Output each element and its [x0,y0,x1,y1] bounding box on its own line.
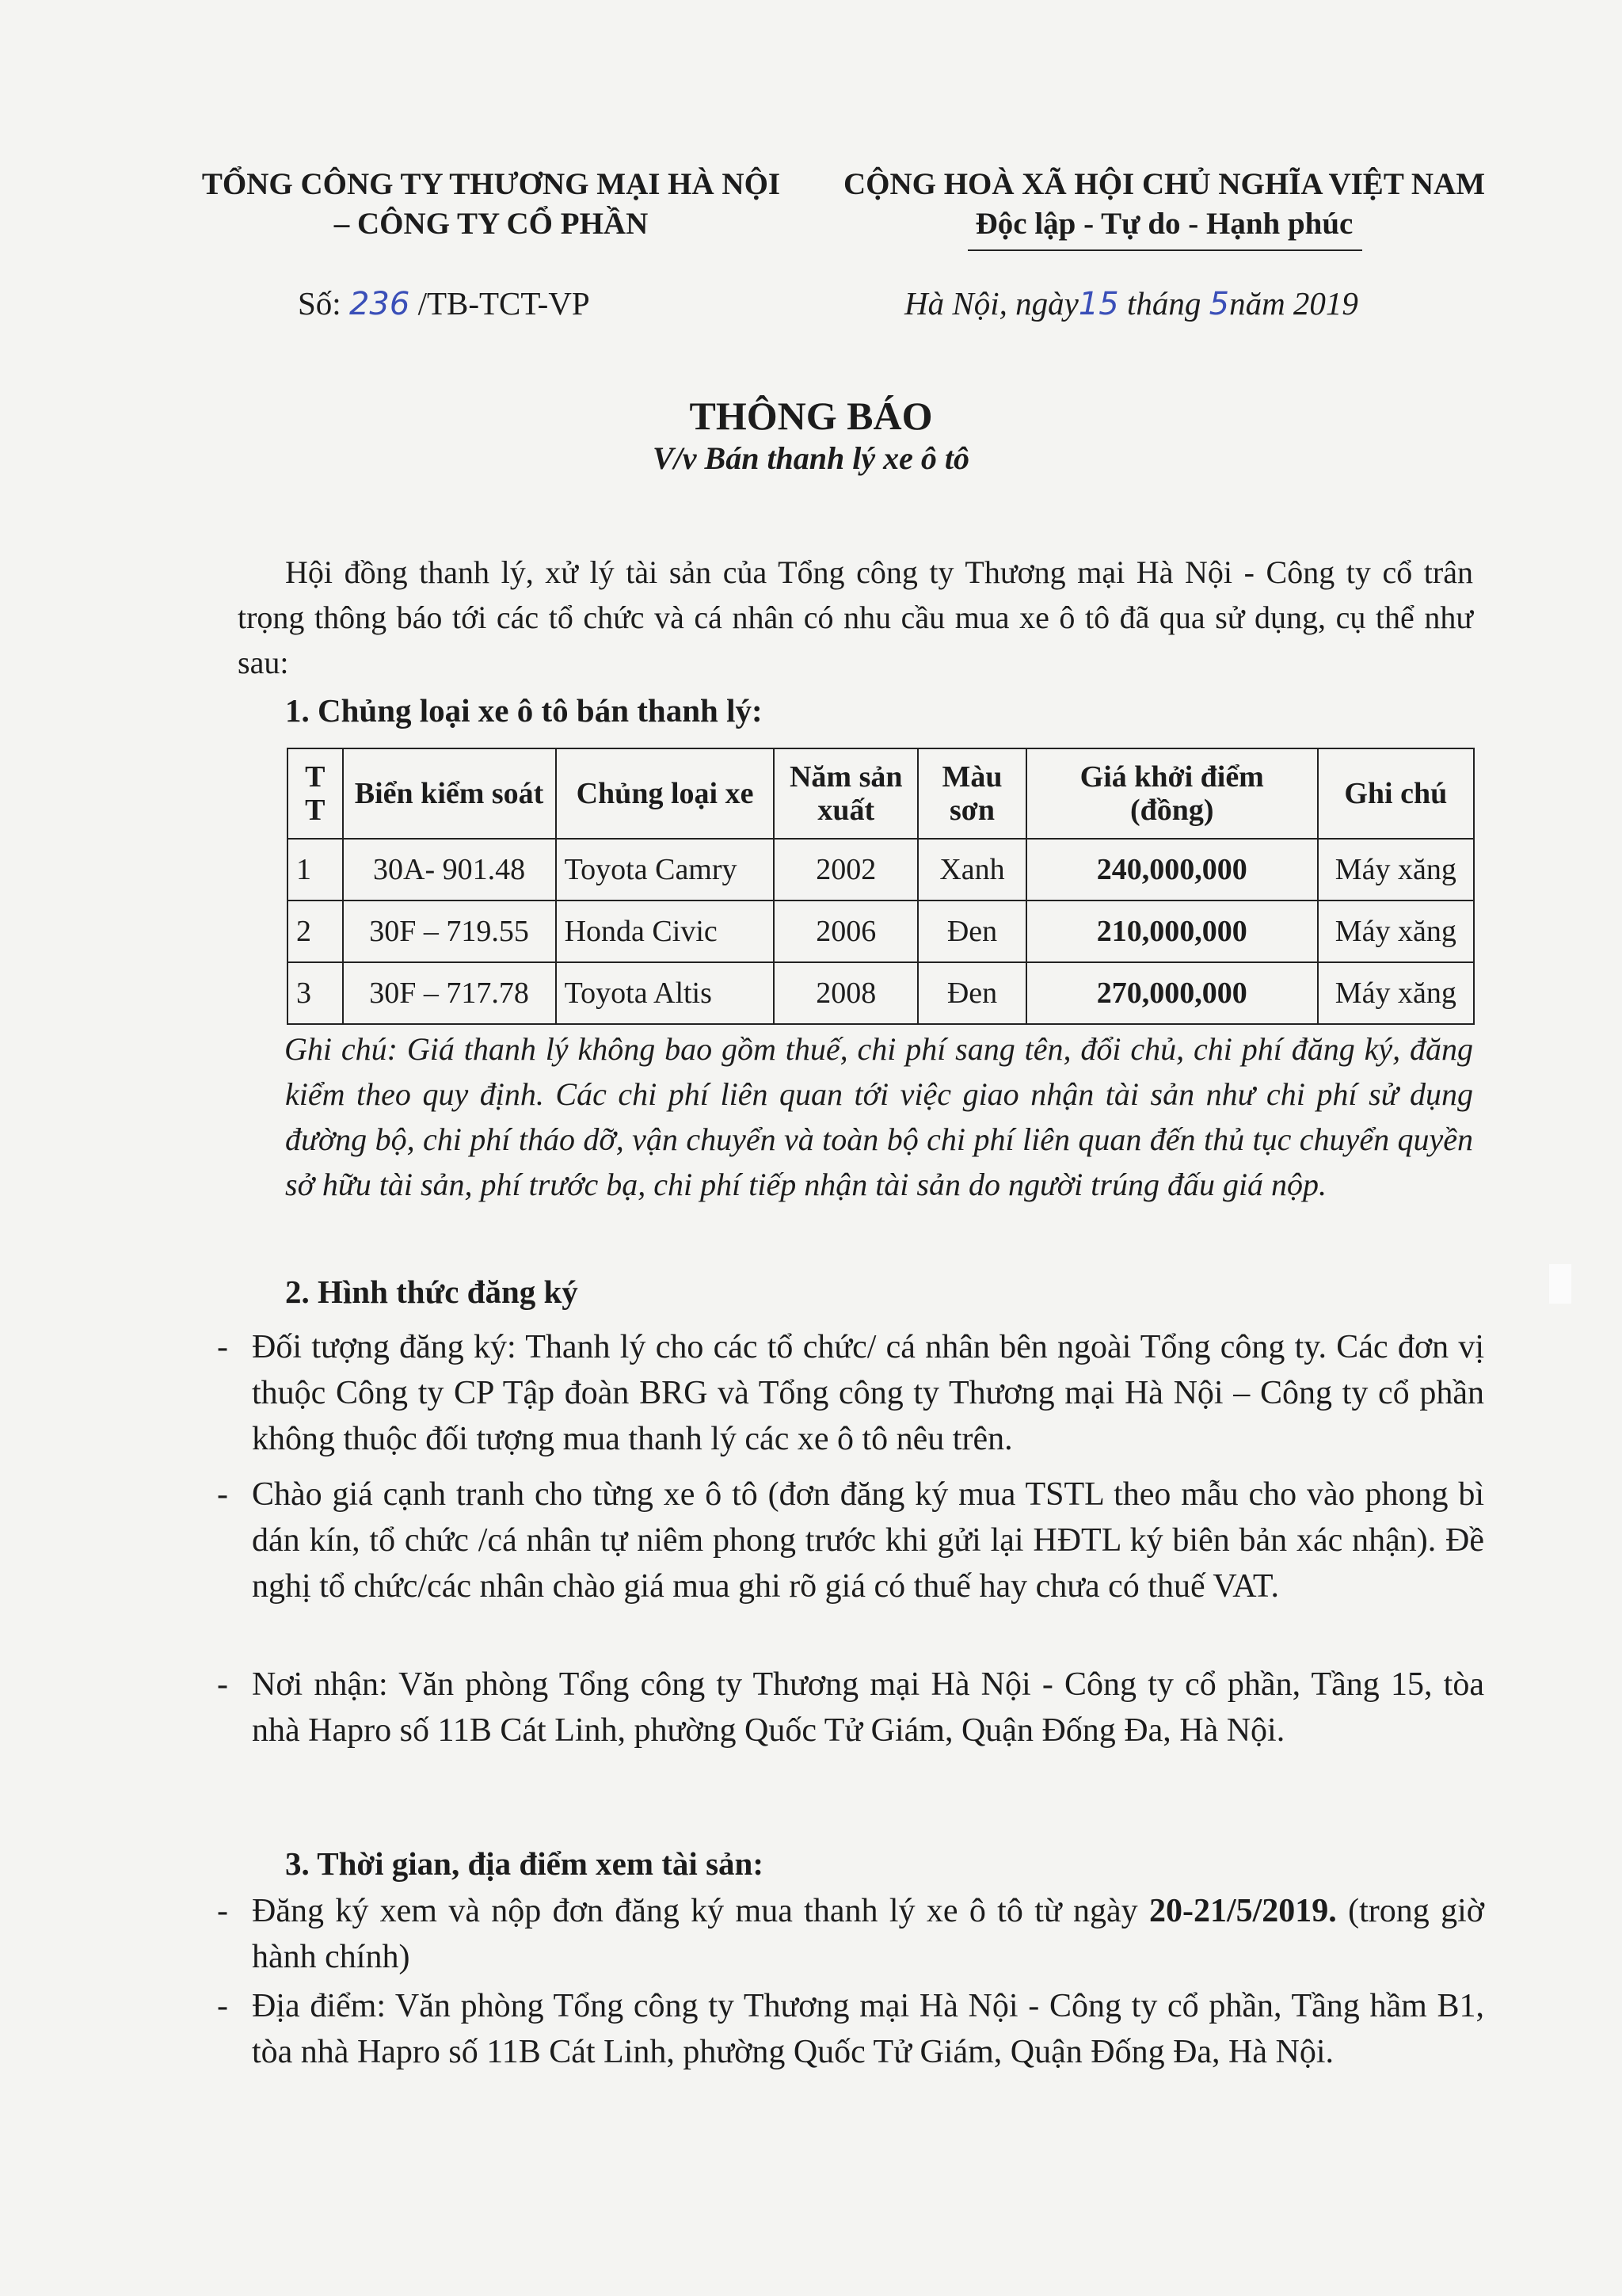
list-item-text: Đối tượng đăng ký: Thanh lý cho các tổ chức/ cá nhân bên ngoài Tổng công ty. Các đơn vị thuộc Công ty CP Tập đoàn BRG và Tổng công ty Thương mại Hà Nội – Công ty cổ phần không thuộc đối tượng mua thanh lý các xe ô tô nêu trên. [252,1329,1484,1457]
bullet-dash: - [217,1988,228,2024]
section3-heading: 3. Thời gian, địa điểm xem tài sản: [285,1845,763,1882]
vehicle-table [287,748,1475,1025]
intro-text: Hội đồng thanh lý, xử lý tài sản của Tổng công ty Thương mại Hà Nội - Công ty cổ trân trọng thông báo tới các tổ chức và cá nhân có nhu cầu mua xe ô tô đã qua sử dụng, cụ thể như sau: [238,554,1473,680]
national-motto [816,165,1513,244]
col-year: Năm sản xuất [774,748,918,839]
cell-note: Máy xăng [1318,962,1474,1024]
cell-tt: 2 [287,901,343,962]
col-plate: Biển kiểm soát [343,748,556,839]
list-item-text [252,1888,1484,1980]
org-name-line1: TỔNG CÔNG TY THƯƠNG MẠI HÀ NỘI [201,167,781,201]
cell-color: Đen [918,962,1026,1024]
cell-price: 210,000,000 [1026,901,1318,962]
document-number [298,282,590,326]
table-row [287,901,1474,962]
cell-color: Đen [918,901,1026,962]
date-day-handwritten: 15 [1078,286,1119,322]
motto-underline [968,249,1362,251]
registration-text: Đăng ký xem và nộp đơn đăng ký mua thanh lý xe ô tô từ ngày [252,1893,1138,1929]
col-price: Giá khởi điểm (đồng) [1026,748,1318,839]
registration-date: 20-21/5/2019. [1148,1893,1337,1929]
bullet-dash: - [217,1893,228,1929]
table-header-row [287,748,1474,839]
list-item-text: Nơi nhận: Văn phòng Tổng công ty Thương mại Hà Nội - Công ty cổ phần, Tầng 15, tòa nhà Hapro số 11B Cát Linh, phường Quốc Tử Giám, Quận Đống Đa, Hà Nội. [252,1666,1484,1749]
col-note: Ghi chú [1318,748,1474,839]
list-item [217,1472,1484,1609]
cell-plate: 30F – 717.78 [343,962,556,1024]
document-date [904,282,1358,326]
cell-plate: 30A- 901.48 [343,839,556,901]
col-model: Chủng loại xe [556,748,775,839]
bullet-dash: - [217,1476,228,1513]
table-row [287,839,1474,901]
list-item [217,1888,1484,1980]
cell-price: 270,000,000 [1026,962,1318,1024]
cell-model: Toyota Camry [556,839,775,901]
cell-model: Honda Civic [556,901,775,962]
cell-note: Máy xăng [1318,839,1474,901]
cell-plate: 30F – 719.55 [343,901,556,962]
cell-color: Xanh [918,839,1026,901]
section1-heading: 1. Chủng loại xe ô tô bán thanh lý: [285,692,763,729]
page-title: THÔNG BÁO [689,394,933,438]
cell-note: Máy xăng [1318,901,1474,962]
col-color: Màu sơn [918,748,1026,839]
cell-model: Toyota Altis [556,962,775,1024]
list-item-text: Chào giá cạnh tranh cho từng xe ô tô (đơn đăng ký mua TSTL theo mẫu cho vào phong bì dán kín, tổ chức /cá nhân tự niêm phong trước khi gửi lại HĐTL ký biên bản xác nhận). Đề nghị tổ chức/các nhân chào giá mua ghi rõ giá có thuế hay chưa có thuế VAT. [252,1476,1484,1605]
cell-price: 240,000,000 [1026,839,1318,901]
so-suffix: /TB-TCT-VP [417,285,590,322]
bullet-dash: - [217,1329,228,1365]
date-month-handwritten: 5 [1209,286,1230,322]
table-row [287,962,1474,1024]
intro-paragraph [238,550,1473,685]
list-item-text: Địa điểm: Văn phòng Tổng công ty Thương mại Hà Nội - Công ty cổ phần, Tầng hầm B1, tòa nhà Hapro số 11B Cát Linh, phường Quốc Tử Giám, Quận Đống Đa, Hà Nội. [252,1988,1484,2070]
bullet-dash: - [217,1666,228,1703]
cell-tt: 3 [287,962,343,1024]
price-note [285,1026,1473,1207]
registration-hours: (trong giờ hành chính) [252,1893,1484,1975]
cell-tt: 1 [287,839,343,901]
list-item [217,1324,1484,1462]
so-number-handwritten: 236 [348,286,410,322]
col-tt: T T [287,748,343,839]
page-subtitle: V/v Bán thanh lý xe ô tô [652,440,970,476]
scan-artifact [1549,1264,1571,1304]
motto: Độc lập - Tự do - Hạnh phúc [975,207,1354,241]
date-prefix: Hà Nội, ngày [904,285,1079,322]
price-note-text: Ghi chú: Giá thanh lý không bao gồm thuế, chi phí sang tên, đổi chủ, chi phí đăng ký, đăng kiểm theo quy định. Các chi phí liên quan tới việc giao nhận tài sản như chi phí sử dụng đường bộ, chi phí tháo dỡ, vận chuyển và toàn bộ chi phí liên quan đến thủ tục chuyển quyền sở hữu tài sản, phí trước bạ, chi phí tiếp nhận tài sản do người trúng đấu giá nộp. [284,1031,1473,1202]
date-year: năm 2019 [1229,285,1358,322]
org-name [143,165,840,244]
country-name: CỘNG HOÀ XÃ HỘI CHỦ NGHĨA VIỆT NAM [843,167,1486,201]
cell-year: 2002 [774,839,918,901]
cell-year: 2008 [774,962,918,1024]
so-label: Số: [298,285,341,322]
section2-heading: 2. Hình thức đăng ký [285,1274,578,1310]
org-name-line2: – CÔNG TY CỔ PHẦN [333,207,649,241]
list-item [217,1983,1484,2075]
cell-year: 2006 [774,901,918,962]
list-item [217,1662,1484,1753]
date-month-label: tháng [1126,285,1201,322]
